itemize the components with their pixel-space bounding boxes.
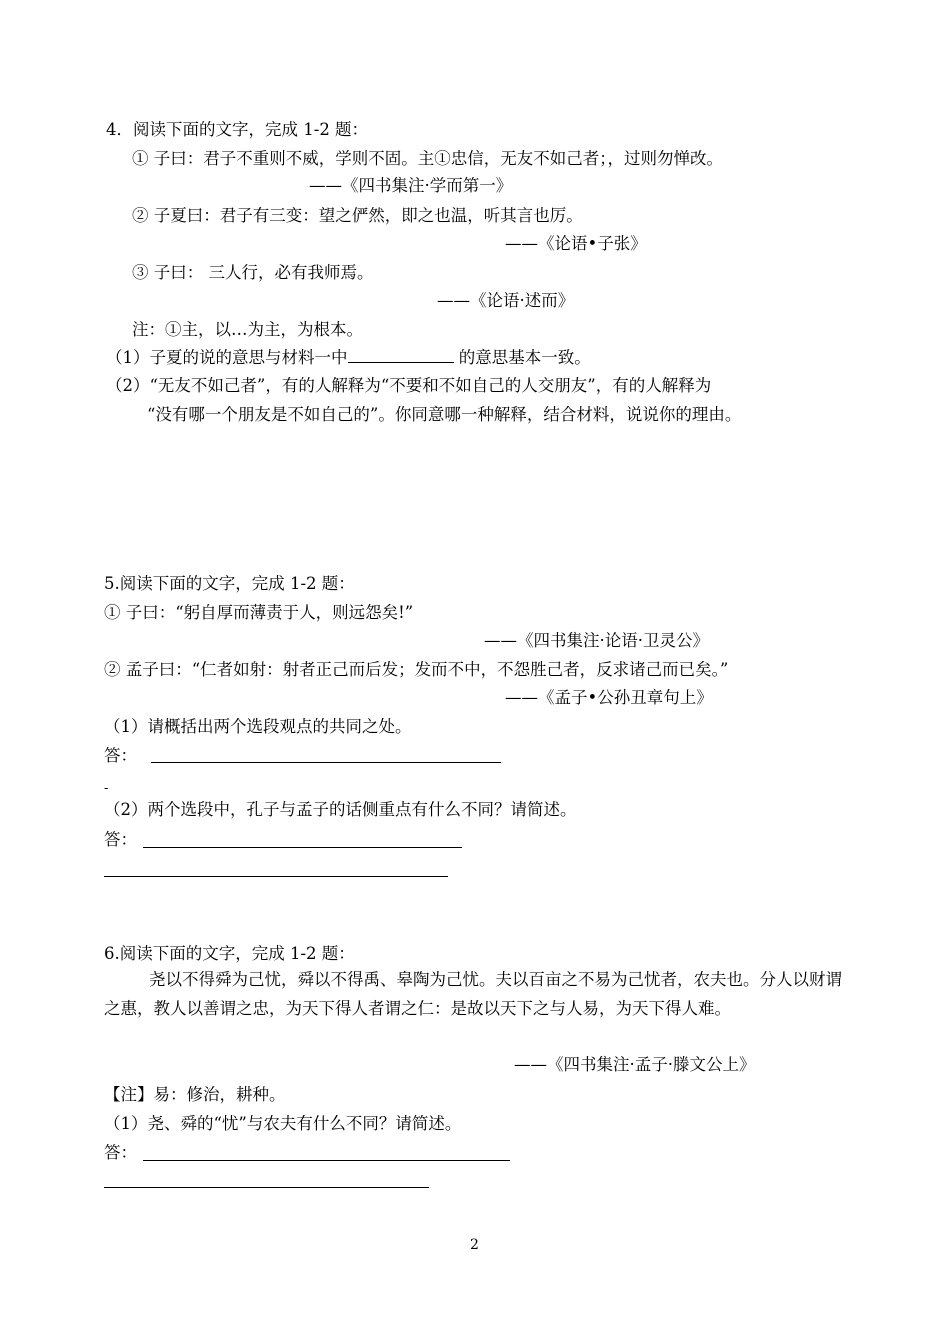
q5-answer-label-2: 答：: [104, 830, 137, 849]
q4-item-1: ① 子曰：君子不重则不威，学则不固。主①忠信，无友不如己者；，过则勿惮改。: [132, 149, 723, 168]
q5-item-2: ② 孟子曰：“仁者如射：射者正己而后发；发而不中，不怨胜己者，反求诸己而已矣。”: [104, 660, 729, 679]
q6-answer-label: 答：: [104, 1143, 137, 1162]
q4-item-2: ② 子夏曰：君子有三变：望之俨然，即之也温，听其言也厉。: [132, 206, 583, 225]
q4-subquestion-2-line2: “没有哪一个朋友是不如自己的”。你同意哪一种解释，结合材料，说说你的理由。: [147, 405, 742, 424]
q4-sub1-prefix: （1）子夏的说的意思与材料一中: [106, 348, 348, 367]
q6-answer-line-2[interactable]: [104, 1187, 429, 1188]
q4-sub1-blank[interactable]: [348, 346, 454, 363]
q4-sub1-suffix: 的意思基本一致。: [453, 348, 591, 367]
q5-item-1: ① 子曰：“躬自厚而薄责于人，则远怨矣!”: [104, 603, 414, 622]
page-number: 2: [470, 1237, 479, 1253]
q6-note: 【注】易：修治，耕种。: [104, 1085, 286, 1104]
q6-source: ——《四书集注·孟子·滕文公上》: [514, 1055, 756, 1074]
q6-title: 6.阅读下面的文字，完成 1-2 题：: [104, 944, 355, 963]
q4-note: 注：①主，以…为主，为根本。: [132, 320, 363, 339]
q5-title: 5.阅读下面的文字，完成 1-2 题：: [104, 574, 355, 593]
q5-source-1: ——《四书集注·论语·卫灵公》: [484, 631, 709, 650]
q5-stray-mark: -: [104, 781, 109, 796]
q6-answer-line-1[interactable]: [143, 1160, 510, 1161]
q4-title: 4．阅读下面的文字，完成 1-2 题：: [106, 120, 369, 139]
q5-answer-line-1[interactable]: [151, 762, 501, 763]
q4-subquestion-2-line1: （2）“无友不如己者”，有的人解释为“不要和不如自己的人交朋友”，有的人解释为: [106, 376, 712, 395]
q4-source-1: ——《四书集注·学而第一》: [309, 176, 513, 195]
q4-source-3: ——《论语·述而》: [437, 291, 575, 310]
q5-subquestion-2: （2）两个选段中，孔子与孟子的话侧重点有什么不同？请简述。: [104, 800, 577, 819]
q5-source-2: ——《孟子•公孙丑章句上》: [505, 688, 713, 707]
q4-item-3: ③ 子曰： 三人行，必有我师焉。: [132, 263, 374, 282]
q5-answer-label-1: 答：: [104, 746, 137, 765]
q5-answer-line-2[interactable]: [143, 847, 462, 848]
q4-source-2: ——《论语•子张》: [505, 234, 647, 253]
q5-answer-line-3[interactable]: [104, 876, 448, 877]
q4-subquestion-1: [106, 346, 591, 369]
q6-subquestion-1: （1）尧、舜的“忧”与农夫有什么不同？请简述。: [104, 1114, 462, 1133]
q5-subquestion-1: （1）请概括出两个选段观点的共同之处。: [104, 717, 412, 736]
q6-passage: 尧以不得舜为己忧，舜以不得禹、皋陶为己忧。夫以百亩之不易为己忧者，农夫也。分人以财谓之惠，教人以善谓之忠，为天下得人者谓之仁：是故以天下之与人易，为天下得人难。: [104, 970, 842, 1018]
